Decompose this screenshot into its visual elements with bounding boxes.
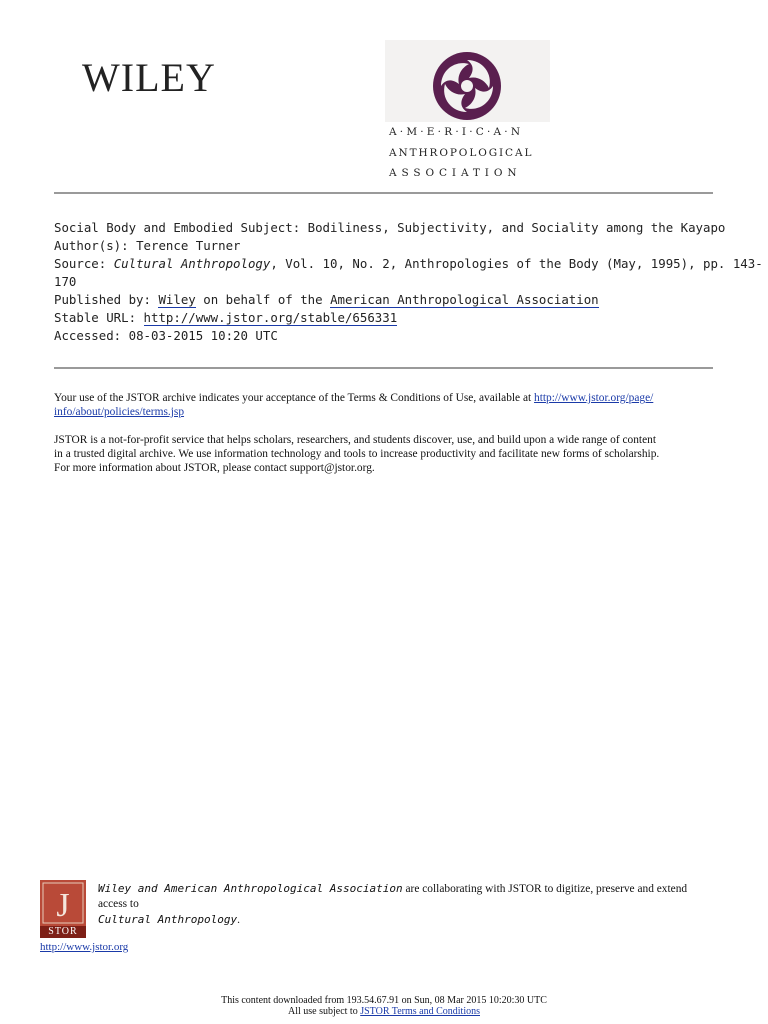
about-line-2: in a trusted digital archive. We use information technology and tools to increase productivity and facilitate new forms of scholarship.	[54, 448, 660, 460]
about-line-1: JSTOR is a not-for-profit service that helps scholars, researchers, and students discover, use, and build upon a wide range of content	[54, 434, 657, 446]
published-mid: on behalf of the	[203, 292, 323, 307]
jstor-logo-letter: J	[56, 887, 70, 924]
terms-paragraph	[54, 391, 714, 419]
collab-text: are collaborating with JSTOR to digitize, preserve and extend access to	[98, 883, 688, 910]
accessed-line	[54, 327, 278, 345]
about-paragraph	[54, 433, 714, 475]
aaa-line-3: ASSOCIATION	[389, 167, 522, 179]
collab-end: .	[237, 914, 240, 926]
accessed-label: Accessed:	[54, 328, 122, 343]
aaa-line-1: A·M·E·R·I·C·A·N	[389, 126, 524, 138]
terms-link-part2[interactable]: info/about/policies/terms.jsp	[54, 406, 185, 418]
stable-url-label: Stable URL:	[54, 310, 137, 325]
jstor-home-link[interactable]: http://www.jstor.org	[40, 941, 129, 953]
stable-url-link[interactable]: http://www.jstor.org/stable/656331	[143, 310, 398, 325]
stable-url-line	[54, 309, 397, 327]
jstor-logo[interactable]	[40, 880, 86, 938]
footer-terms-prefix: All use subject to	[288, 1006, 361, 1017]
source-details: , Vol. 10, No. 2, Anthropologies of the Body (May, 1995), pp. 143-	[270, 256, 763, 271]
collab-orgs: Wiley and American Anthropological Association	[98, 882, 403, 895]
published-label: Published by:	[54, 292, 151, 307]
footer-terms	[0, 1006, 768, 1017]
aaa-line-2: ANTHROPOLOGICAL	[389, 147, 534, 159]
terms-text: Your use of the JSTOR archive indicates your acceptance of the Terms & Conditions of Use, available at	[54, 392, 535, 404]
about-line-3: For more information about JSTOR, please contact support@jstor.org.	[54, 462, 375, 474]
jstor-logo-text: STOR	[40, 926, 86, 938]
author-name: Terence Turner	[136, 238, 241, 253]
jstor-logo-emblem	[40, 880, 86, 926]
publisher-org-link[interactable]: American Anthropological Association	[330, 292, 599, 307]
author-label: Author(s):	[54, 238, 129, 253]
collab-journal: Cultural Anthropology	[98, 913, 238, 926]
aaa-swirl-icon	[431, 50, 503, 122]
source-label: Source:	[54, 256, 107, 271]
publisher-link[interactable]: Wiley	[158, 292, 196, 307]
footer-terms-link[interactable]: JSTOR Terms and Conditions	[360, 1006, 480, 1017]
accessed-date: 08-03-2015 10:20 UTC	[128, 328, 278, 343]
source-pages-cont: 170	[54, 274, 77, 289]
top-divider	[54, 192, 713, 194]
published-line	[54, 291, 599, 309]
source-line	[54, 255, 763, 273]
collaboration-text	[98, 881, 718, 928]
terms-link-part1[interactable]: http://www.jstor.org/page/	[534, 392, 654, 404]
jstor-emblem-icon	[40, 880, 86, 926]
author-line	[54, 237, 241, 255]
wiley-logo: WILEY	[82, 55, 216, 100]
article-title: Social Body and Embodied Subject: Bodiliness, Subjectivity, and Sociality among the Kayapo	[54, 220, 726, 235]
middle-divider	[54, 367, 713, 369]
footer-download-info: This content downloaded from 193.54.67.91 on Sun, 08 Mar 2015 10:20:30 UTC	[221, 995, 547, 1006]
source-journal: Cultural Anthropology	[113, 256, 271, 271]
